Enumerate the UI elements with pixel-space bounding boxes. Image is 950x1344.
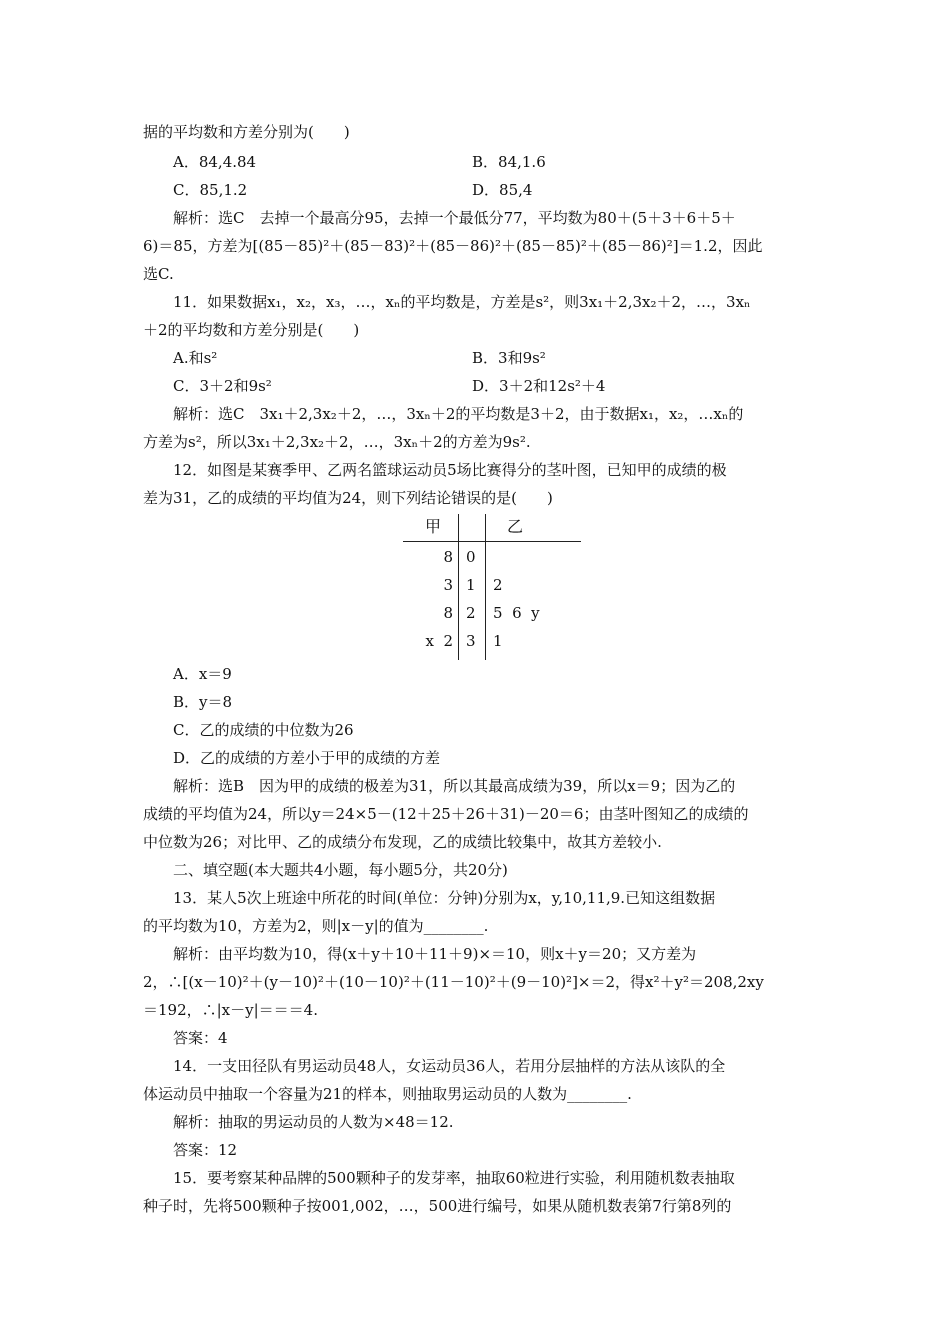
stem-leaf-header-left: 甲 (425, 517, 442, 536)
q10-option-a: A．84,4.84 (173, 153, 257, 171)
q11-option-a: A.和s² (173, 349, 218, 367)
q15-line1: 15．要考察某种品牌的500颗种子的发芽率，抽取60粒进行实验，利用随机数表抽取 (173, 1169, 735, 1187)
q14-solution: 解析：抽取的男运动员的人数为×48＝12. (173, 1113, 454, 1131)
q14-line2: 体运动员中抽取一个容量为21的样本，则抽取男运动员的人数为________. (143, 1085, 632, 1103)
q10-solution-line2: 6)＝85，方差为[(85－85)²＋(85－83)²＋(85－86)²＋(85－85)²＋(85－86)²]＝1.2，因此 (143, 237, 763, 255)
stem-leaf-stem: 3 (466, 632, 476, 650)
q11-line2: ＋2的平均数和方差分别是( ) (143, 321, 360, 339)
stem-leaf-left-rule (458, 514, 459, 660)
q11-option-b: B．3和9s² (472, 349, 546, 367)
q13-solution-line1: 解析：由平均数为10，得(x＋y＋10＋11＋9)×＝10，则x＋y＝20；又方差为 (173, 945, 697, 963)
q15-line2: 种子时，先将500颗种子按001,002，…，500进行编号，如果从随机数表第7行第8列的 (143, 1197, 732, 1215)
q11-option-d: D．3＋2和12s²＋4 (472, 377, 606, 395)
q10-solution-line3: 选C. (143, 265, 174, 283)
q12-line1: 12．如图是某赛季甲、乙两名篮球运动员5场比赛得分的茎叶图，已知甲的成绩的极 (173, 461, 727, 479)
q12-line2: 差为31，乙的成绩的平均值为24，则下列结论错误的是( ) (143, 489, 553, 507)
q12-option-c: C．乙的成绩的中位数为26 (173, 721, 354, 739)
stem-leaf-right-rule (485, 514, 486, 660)
q13-answer: 答案：4 (173, 1029, 228, 1047)
q13-line1: 13．某人5次上班途中所花的时间(单位：分钟)分别为x，y,10,11,9.已知这组数据 (173, 889, 716, 907)
stem-leaf-left-leaves: 8 (443, 548, 453, 566)
q10-option-d: D．85,4 (472, 181, 533, 199)
q10-stem-tail: 据的平均数和方差分别为( ) (143, 123, 350, 141)
q11-solution-line2: 方差为s²，所以3x₁＋2,3x₂＋2，…，3xₙ＋2的方差为9s². (143, 433, 531, 451)
stem-leaf-left-leaves: x 2 (425, 632, 453, 650)
stem-leaf-left-leaves: 3 (443, 576, 453, 594)
q14-answer: 答案：12 (173, 1141, 238, 1159)
q12-solution-line3: 中位数为26；对比甲、乙的成绩分布发现，乙的成绩比较集中，故其方差较小. (143, 833, 662, 851)
q14-line1: 14．一支田径队有男运动员48人，女运动员36人，若用分层抽样的方法从该队的全 (173, 1057, 726, 1075)
stem-leaf-header-rule (403, 541, 581, 542)
q13-solution-line2: 2，∴[(x－10)²＋(y－10)²＋(10－10)²＋(11－10)²＋(9－10)²]×＝2，得x²＋y²＝208,2xy (143, 973, 764, 991)
stem-leaf-plot (403, 514, 583, 660)
q10-solution-line1: 解析：选C 去掉一个最高分95，去掉一个最低分77，平均数为80＋(5＋3＋6＋5＋ (173, 209, 736, 227)
q12-solution-line2: 成绩的平均值为24，所以y＝24×5－(12＋25＋26＋31)－20＝6；由茎叶图知乙的成绩的 (143, 805, 749, 823)
stem-leaf-right-leaves: 1 (493, 632, 503, 650)
q13-solution-line3: ＝192，∴|x－y|＝＝＝4. (143, 1001, 318, 1019)
stem-leaf-stem: 0 (466, 548, 476, 566)
q11-option-c: C．3＋2和9s² (173, 377, 272, 395)
q11-solution-line1: 解析：选C 3x₁＋2,3x₂＋2，…，3xₙ＋2的平均数是3＋2，由于数据x₁，x₂，…xₙ的 (173, 405, 744, 423)
q12-option-b: B．y＝8 (173, 693, 233, 711)
q11-line1: 11．如果数据x₁，x₂，x₃，…，xₙ的平均数是，方差是s²，则3x₁＋2,3x₂＋2，…，3xₙ (173, 293, 751, 311)
q10-option-b: B．84,1.6 (472, 153, 546, 171)
stem-leaf-stem: 2 (466, 604, 476, 622)
q12-option-a: A．x＝9 (173, 665, 232, 683)
stem-leaf-stem: 1 (466, 576, 476, 594)
q10-option-c: C．85,1.2 (173, 181, 248, 199)
q12-option-d: D．乙的成绩的方差小于甲的成绩的方差 (173, 749, 441, 767)
q13-line2: 的平均数为10，方差为2，则|x－y|的值为________. (143, 917, 489, 935)
stem-leaf-header-right: 乙 (507, 517, 524, 536)
section-heading: 二、填空题(本大题共4小题，每小题5分，共20分) (173, 861, 508, 879)
stem-leaf-right-leaves: 2 (493, 576, 503, 594)
stem-leaf-right-leaves: 5 6 y (493, 604, 540, 622)
q12-solution-line1: 解析：选B 因为甲的成绩的极差为31，所以其最高成绩为39，所以x＝9；因为乙的 (173, 777, 736, 795)
stem-leaf-left-leaves: 8 (443, 604, 453, 622)
